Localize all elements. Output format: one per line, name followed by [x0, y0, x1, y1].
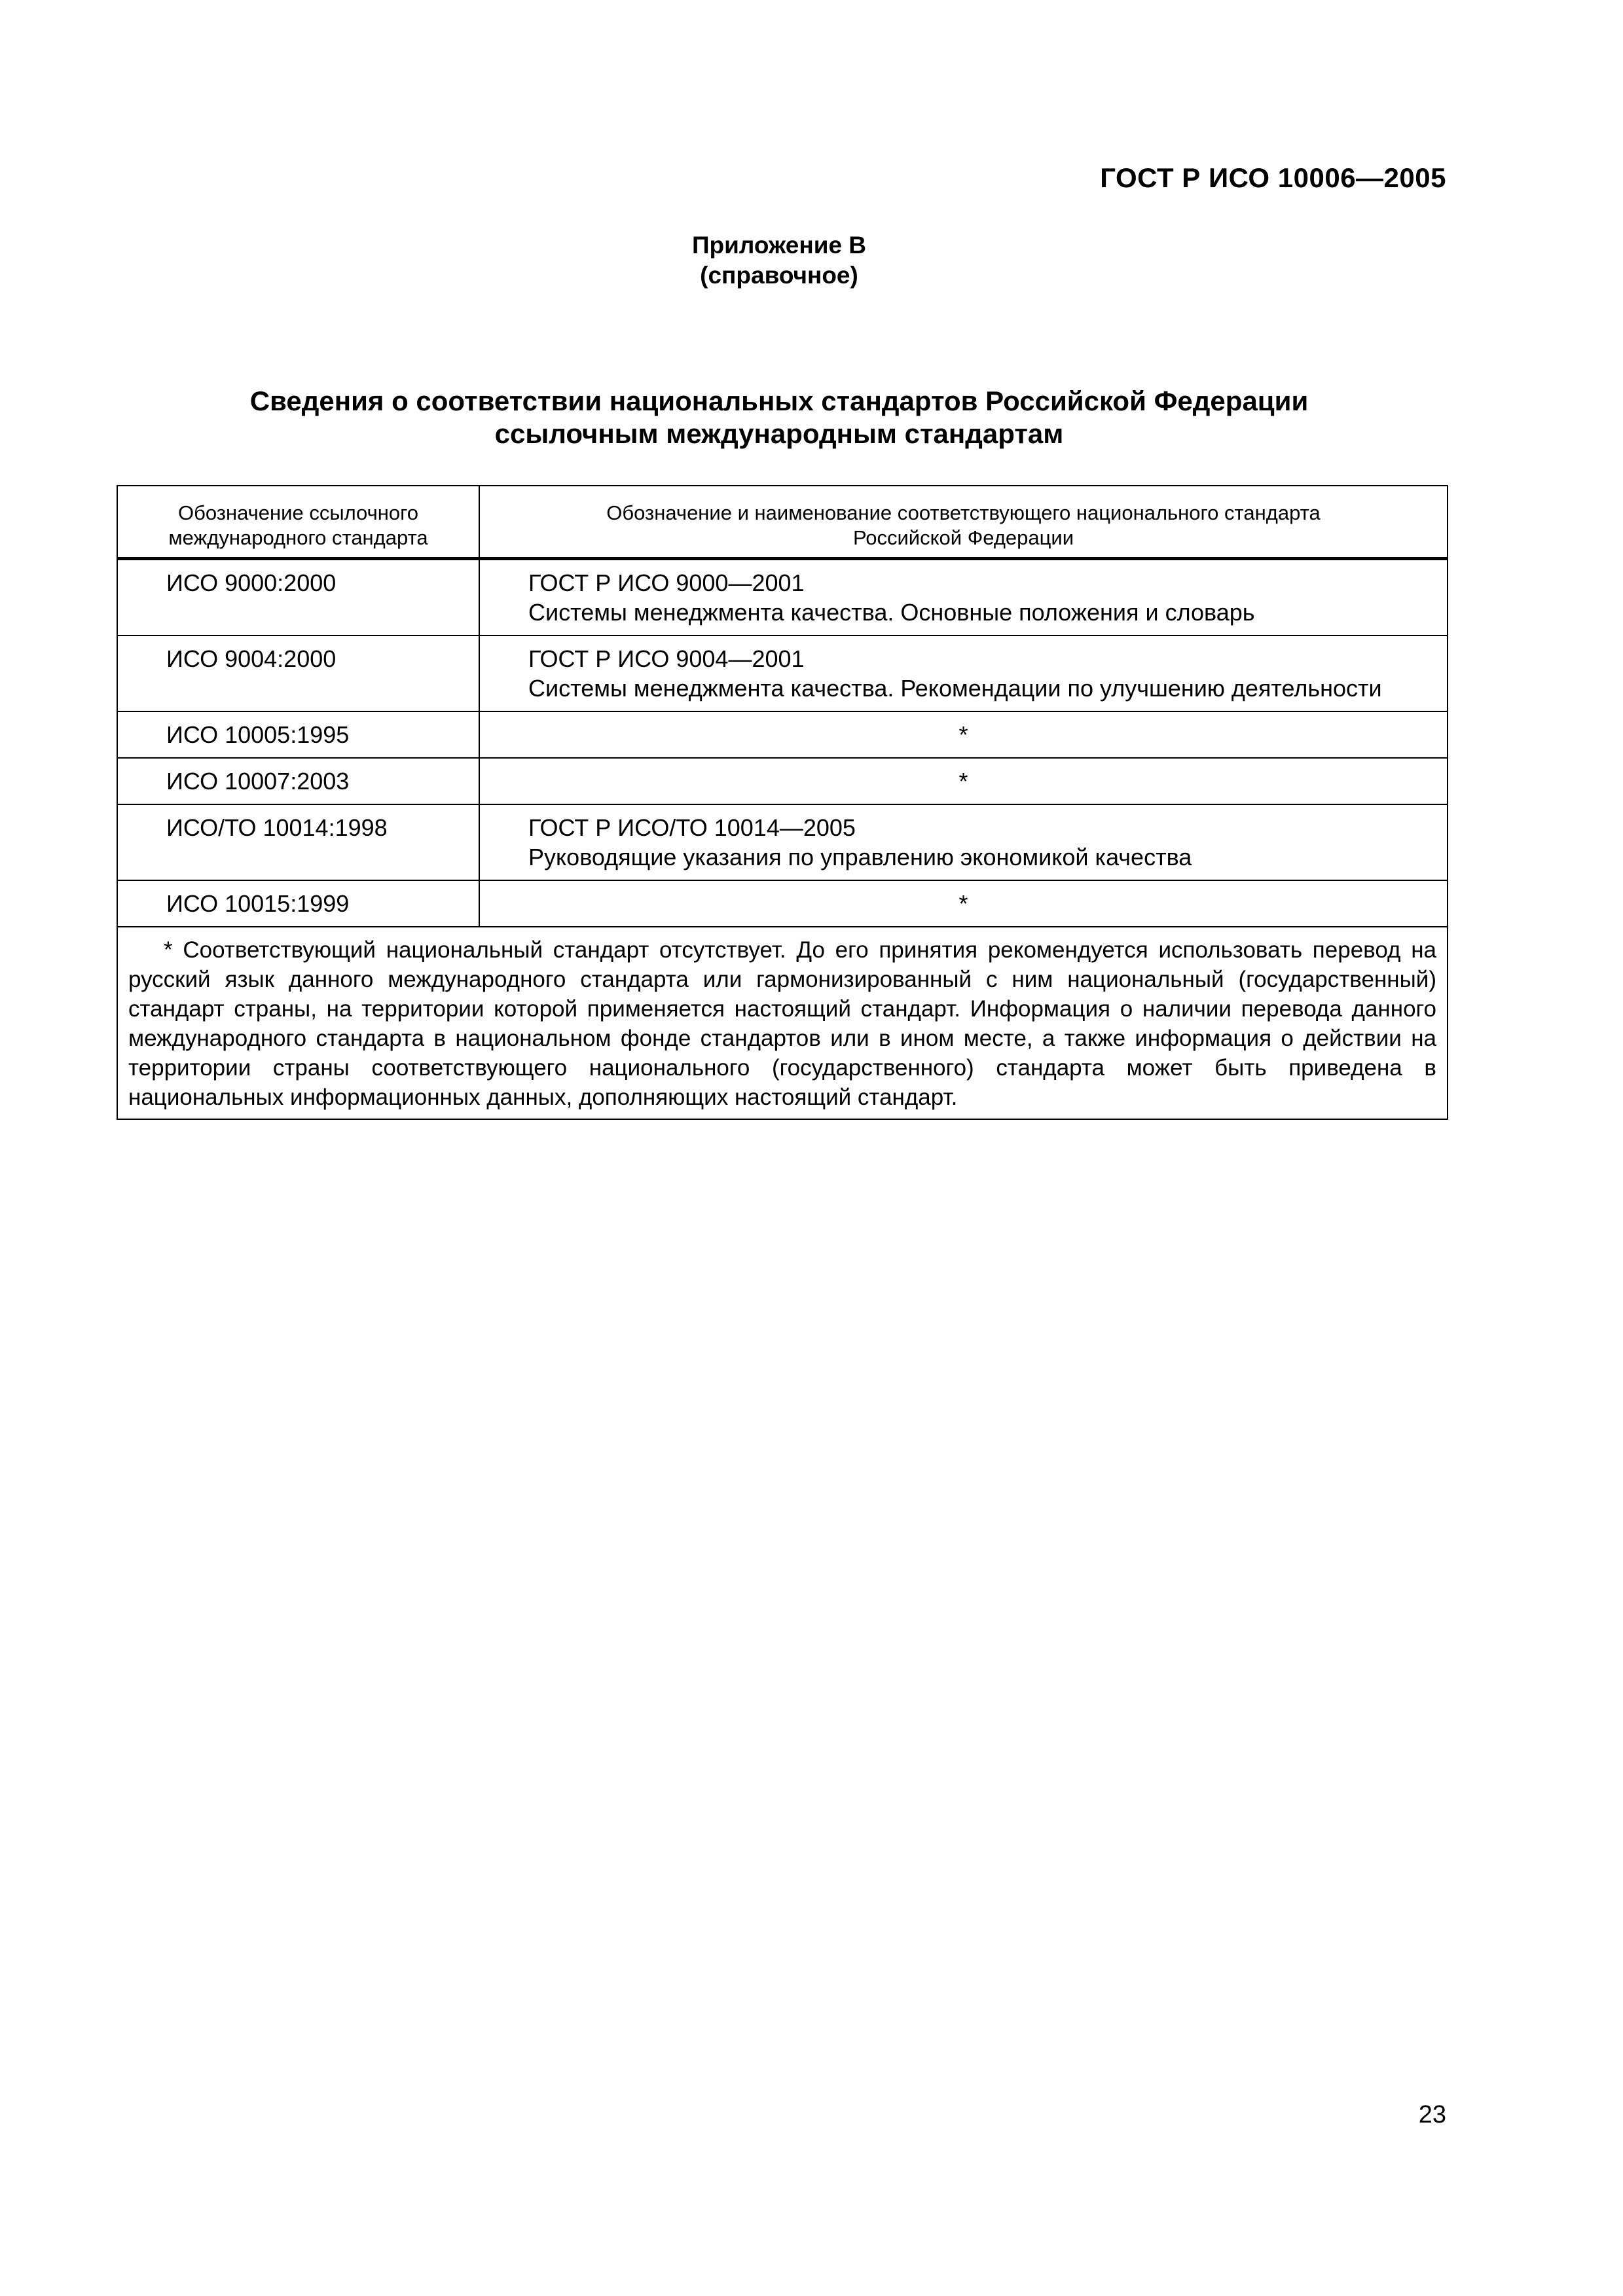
- table-title-line-1: Сведения о соответствии национальных стандартов Российской Федерации: [249, 386, 1309, 416]
- table-row: [117, 711, 1448, 758]
- national-standard-name: Системы менеджмента качества. Основные положения и словарь: [528, 599, 1255, 626]
- appendix-title: Приложение В: [691, 232, 867, 259]
- standards-table-wrapper: [117, 485, 1448, 1120]
- national-standard-name: Системы менеджмента качества. Рекомендации по улучшению деятельности: [528, 675, 1382, 702]
- standards-table: [117, 485, 1448, 1120]
- table-header-row: [117, 486, 1448, 559]
- national-standard-code: ГОСТ Р ИСО/ТО 10014—2005: [528, 814, 856, 841]
- intl-standard-cell: ИСО/ТО 10014:1998: [117, 804, 479, 880]
- table-row: [117, 636, 1448, 711]
- intl-standard-cell: ИСО 10005:1995: [117, 711, 479, 758]
- national-standard-cell: [479, 559, 1448, 636]
- national-standard-code: ГОСТ Р ИСО 9004—2001: [528, 645, 805, 672]
- footnote-text: * Соответствующий национальный стандарт отсутствует. До его принятия рекомендуется использовать перевод на русский язык данного международного стандарта или гармонизированный с ним национальный (государственный) стандарт страны, на территории которой применяется настоящий стандарт. Информация о наличии перевода данного международного стандарта в национальном фонде стандартов или в ином месте, а также информация о действии на территории страны соответствующего национального (государственного) стандарта может быть приведена в национальных информационных данных, дополняющих настоящий стандарт.: [128, 937, 1436, 1110]
- table-title: [0, 385, 1558, 450]
- col-header-national-line-2: Российской Федерации: [852, 526, 1074, 549]
- table-footnote: [117, 927, 1448, 1119]
- national-standard-absent-mark: *: [479, 880, 1448, 927]
- col-header-international-line-2: международного стандарта: [168, 526, 428, 549]
- intl-standard-cell: ИСО 10015:1999: [117, 880, 479, 927]
- intl-standard-cell: ИСО 9004:2000: [117, 636, 479, 711]
- document-code: ГОСТ Р ИСО 10006—2005: [1100, 162, 1446, 193]
- intl-standard-cell: ИСО 10007:2003: [117, 758, 479, 804]
- page-number: 23: [1418, 2101, 1446, 2128]
- appendix-kind: (справочное): [700, 262, 858, 289]
- table-title-line-2: ссылочным международным стандартам: [494, 418, 1064, 449]
- table-row: [117, 804, 1448, 880]
- col-header-international-line-1: Обозначение ссылочного: [178, 501, 418, 524]
- table-row: [117, 559, 1448, 636]
- national-standard-absent-mark: *: [479, 758, 1448, 804]
- national-standard-code: ГОСТ Р ИСО 9000—2001: [528, 569, 805, 596]
- intl-standard-cell: ИСО 9000:2000: [117, 559, 479, 636]
- table-note-row: [117, 927, 1448, 1119]
- table-row: [117, 758, 1448, 804]
- national-standard-cell: [479, 804, 1448, 880]
- table-row: [117, 880, 1448, 927]
- appendix-heading: [0, 230, 1558, 291]
- col-header-national: [479, 486, 1448, 559]
- national-standard-cell: [479, 636, 1448, 711]
- national-standard-absent-mark: *: [479, 711, 1448, 758]
- national-standard-name: Руководящие указания по управлению экономикой качества: [528, 844, 1192, 870]
- col-header-international: [117, 486, 479, 559]
- col-header-national-line-1: Обозначение и наименование соответствующего национального стандарта: [606, 501, 1321, 524]
